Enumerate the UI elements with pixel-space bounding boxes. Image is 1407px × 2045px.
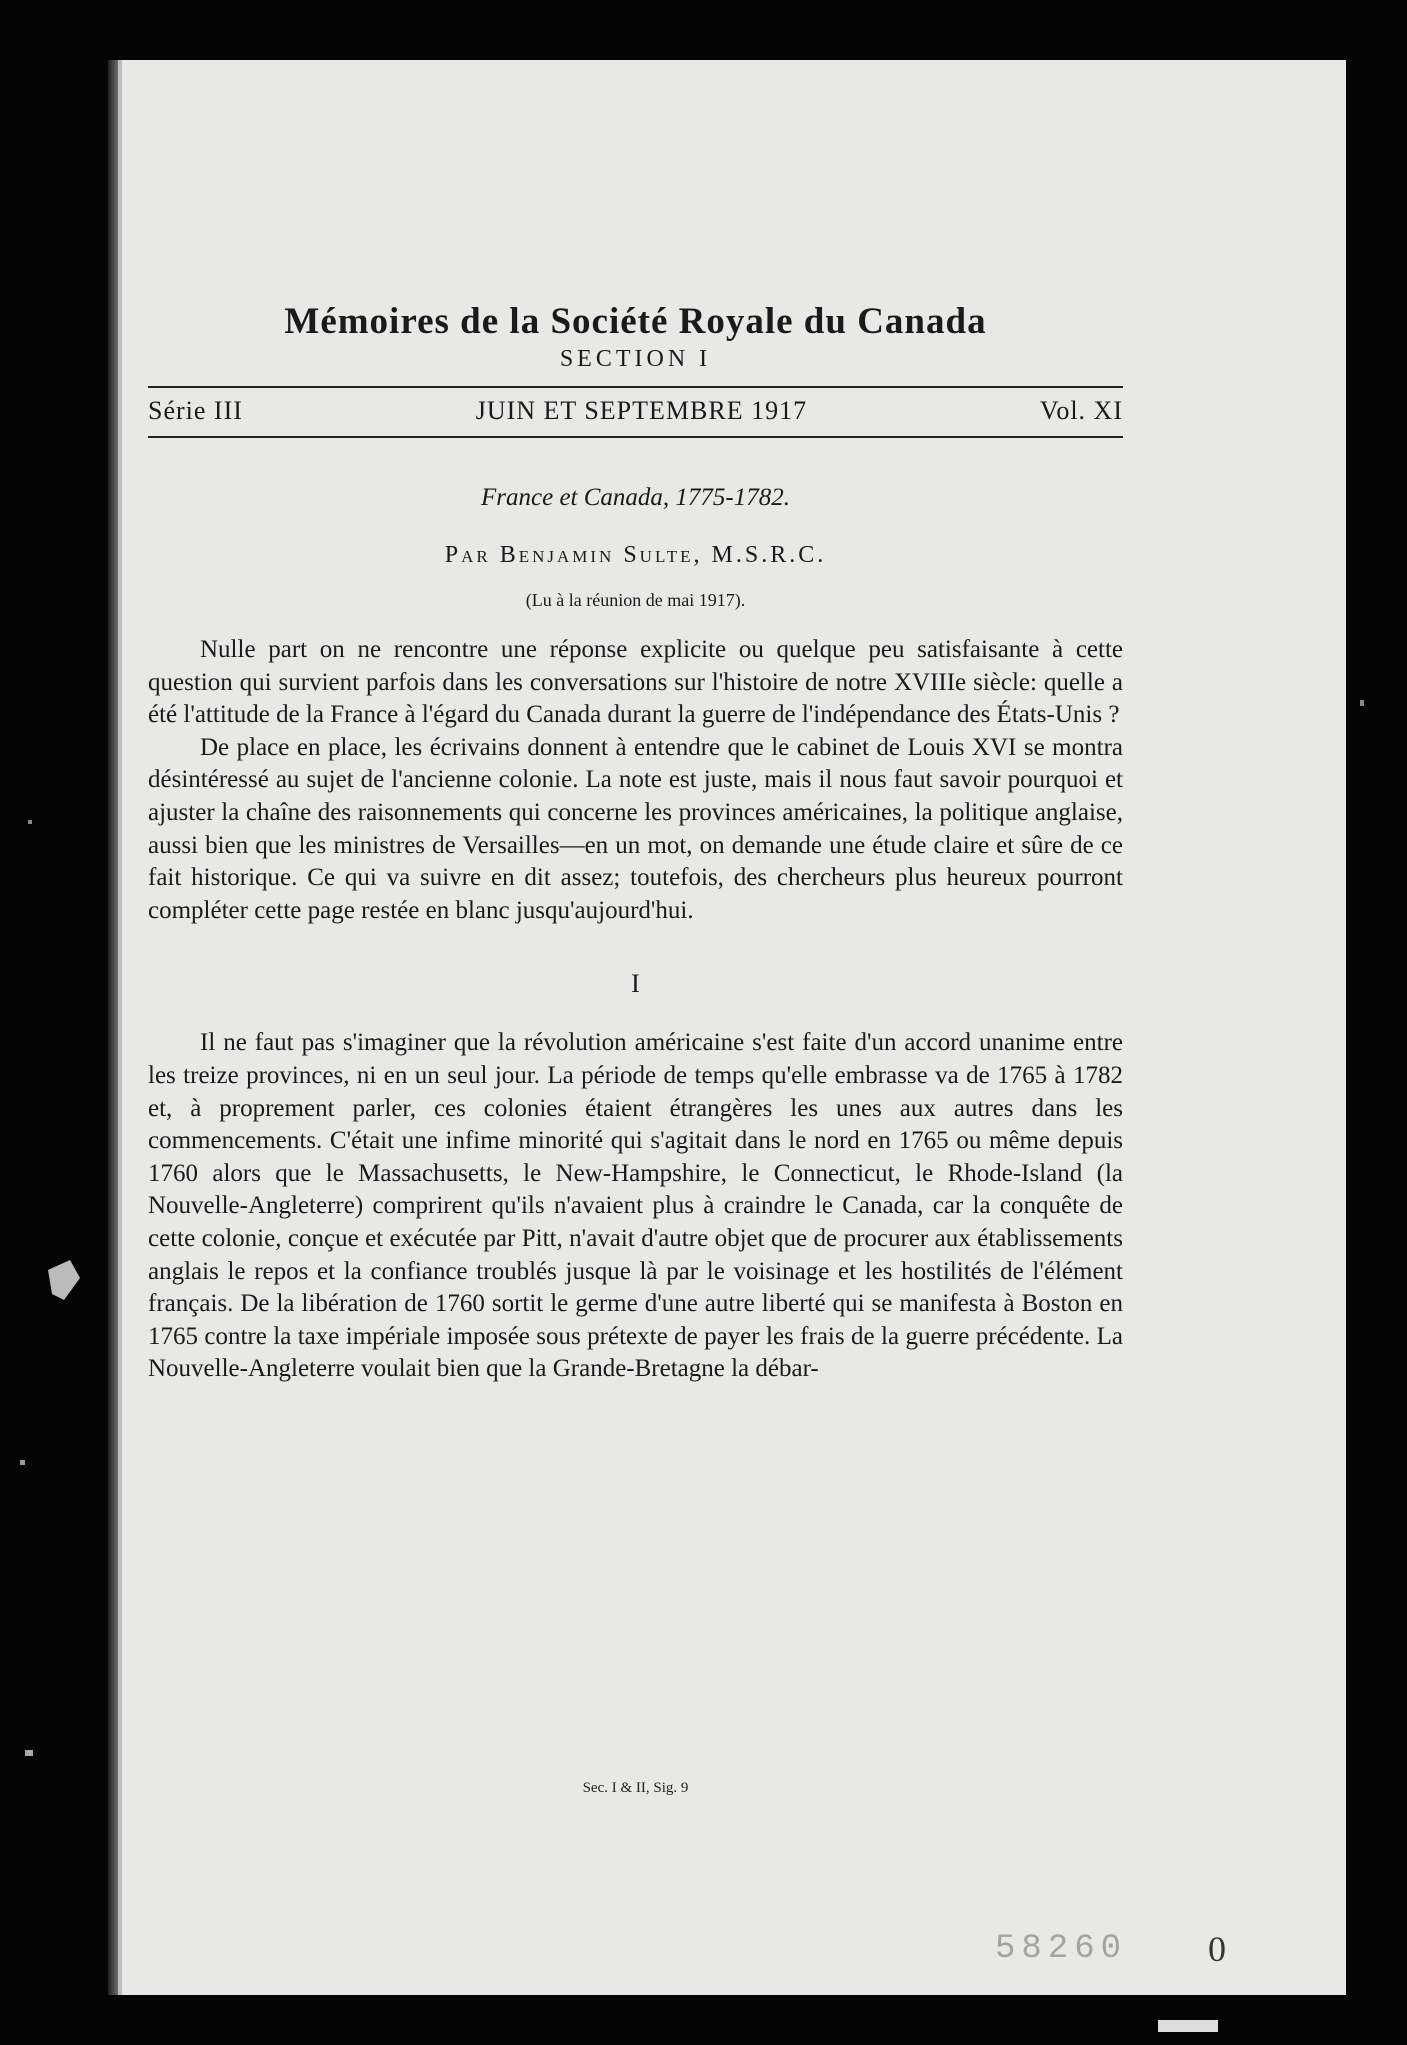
paragraph: De place en place, les écrivains donnent à entendre que le cabinet de Louis XVI se montra désintéressé au sujet de l'ancienne colonie. La note est juste, mais il nous faut savoir pourquoi et ajuster la chaîne des raisonnements qui concerne les provinces américaines, la politique anglaise, aussi bien que les ministres de Versailles—en un mot, on demande une étude claire et sûre de ce fait historique. Ce qui va suivre en dit assez; toutefois, des chercheurs plus heureux pourront compléter cette page restée en blanc jusqu'aujourd'hui.	[148, 733, 1123, 924]
section-numeral: I	[631, 969, 640, 999]
archive-stamp: 58260	[995, 1930, 1128, 1968]
page-content	[148, 300, 1123, 1386]
journal-title: Mémoires de la Société Royale du Canada	[284, 301, 987, 342]
series-row	[148, 388, 1123, 436]
volume-label: Vol. XI	[1039, 396, 1123, 425]
series-label: Série III	[148, 396, 243, 425]
printer-signature: Sec. I & II, Sig. 9	[582, 1780, 689, 1796]
issue-date: JUIN ET SEPTEMBRE 1917	[475, 396, 808, 425]
article-author: Par Benjamin Sulte, M.S.R.C.	[444, 542, 827, 568]
archive-stamp-digit: 0	[1208, 1929, 1226, 1969]
paragraph: Nulle part on ne rencontre une réponse explicite ou quelque peu satisfaisante à cette question qui survient parfois dans les conversations sur l'histoire de notre XVIIIe siècle: quelle a été l'attitude de la France à l'égard du Canada durant la guerre de l'indépendance des États-Unis ?	[148, 636, 1123, 729]
article-note: (Lu à la réunion de mai 1917).	[525, 590, 746, 610]
intro-text	[148, 634, 1123, 927]
header-rule-bottom	[148, 436, 1123, 438]
article-title: France et Canada, 1775-1782.	[481, 484, 790, 511]
paragraph: Il ne faut pas s'imaginer que la révolution américaine s'est faite d'un accord unanime entre les treize provinces, ni en un seul jour. La période de temps qu'elle embrasse va de 1765 à 1782 et, à proprement parler, ces colonies étaient étrangères les unes aux autres dans les commencements. C'était une infime minorité qui s'agitait dans le nord en 1765 ou même depuis 1760 alors que le Massachusetts, le New-Hampshire, le Connecticut, le Rhode-Island (la Nouvelle-Angleterre) comprirent qu'ils n'avaient plus à craindre le Canada, car la conquête de cette colonie, conçue et exécutée par Pitt, n'avait d'autre objet que de procurer aux établissements anglais le repos et la confiance troublés jusque là par le voisinage et les hostilités de l'élément français. De la libération de 1760 sortit le germe d'une autre liberté qui se manifesta à Boston en 1765 contre la taxe impériale imposée sous prétexte de payer les frais de la guerre précédente. La Nouvelle-Angleterre voulait bien que la Grande-Bretagne la débar-	[148, 1029, 1123, 1383]
section-text	[148, 1027, 1123, 1386]
journal-section: SECTION I	[559, 346, 712, 372]
